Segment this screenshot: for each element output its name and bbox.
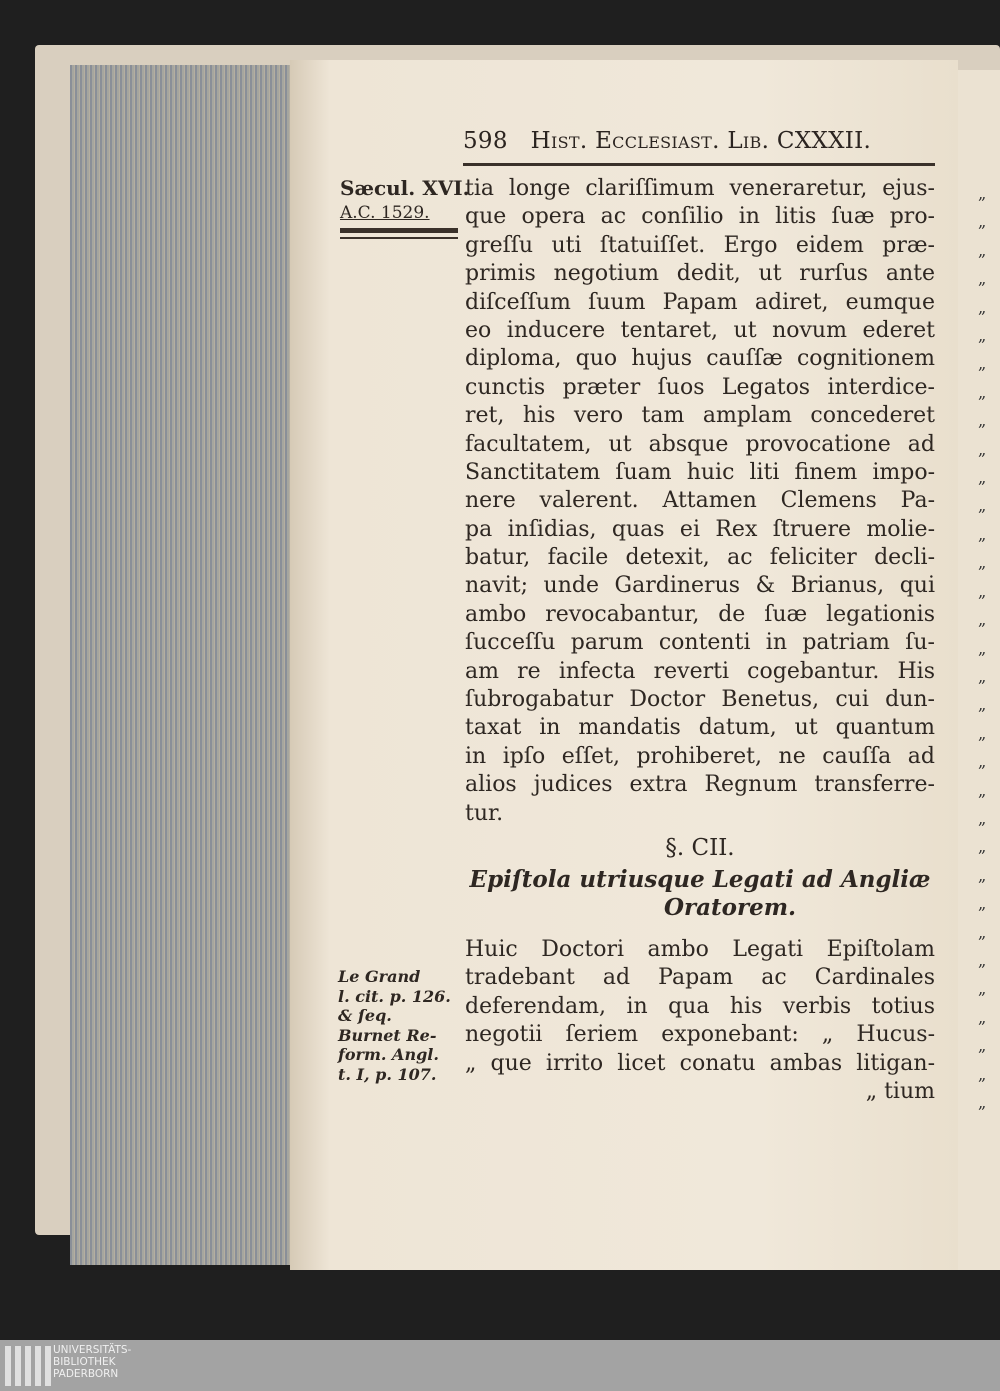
facing-page-quote-marks: „ „ „ „ „ „ „ „ „ „ „ „ „ „ „ „ „ „ „ „ „ „ „ „ „ „ „ „ „ „ „ „ „ <box>978 184 987 1112</box>
running-title: Hist. Ecclesiast. Lib. CXXXII. <box>530 128 872 154</box>
text-line: ſucceſſu parum contenti in patriam ſu- <box>465 630 935 656</box>
library-logo-icon <box>5 1346 51 1386</box>
text-line: diploma, quo hujus cauſſæ cognitionem <box>465 346 935 372</box>
running-header <box>463 128 935 154</box>
library-logo-text <box>53 1344 131 1380</box>
logo-line: PADERBORN <box>53 1368 119 1380</box>
page-edges <box>70 65 290 1265</box>
sidenote <box>338 967 463 1084</box>
margin-rule <box>340 228 458 233</box>
section-number: §. CII. <box>665 834 735 861</box>
logo-line: UNIVERSITÄTS- <box>53 1344 132 1356</box>
sidenote-line: Le Grand <box>338 967 421 986</box>
sidenote-line: t. I, p. 107. <box>338 1064 437 1084</box>
margin-saeculum: Sæcul. XVI. <box>340 176 470 200</box>
text-line: cunctis præter ſuos Legatos interdice- <box>465 374 935 400</box>
text-line: taxat in mandatis datum, ut quantum <box>465 715 935 741</box>
text-line: facultatem, ut absque provocatione ad <box>465 431 935 457</box>
header-rule <box>463 163 935 166</box>
text-line: pa inſidias, quas ei Rex ſtruere molie- <box>465 516 935 542</box>
margin-year: A.C. 1529. <box>340 203 430 223</box>
margin-rule <box>340 237 458 239</box>
text-line: ambo revocabantur, de ſuæ legationis <box>465 601 935 627</box>
logo-line: BIBLIOTHEK <box>53 1356 116 1368</box>
text-line: diſceſſum ſuum Papam adiret, eumque <box>465 289 935 315</box>
text-line: Sanctitatem ſuam huic liti finem impo- <box>465 459 935 485</box>
text-line: ſubrogabatur Doctor Benetus, cui dun- <box>465 687 935 713</box>
text-line: am re infecta reverti cogebantur. His <box>465 658 935 684</box>
text-line: „ que irrito licet conatu ambas litigan- <box>465 1050 935 1076</box>
text-line: in ipſo eſſet, prohiberet, ne cauſſa ad <box>465 743 935 769</box>
text-line: batur, facile detexit, ac feliciter decli- <box>465 545 935 571</box>
page-number: 598 <box>463 128 508 154</box>
sidenote-line: & ſeq. <box>338 1006 392 1025</box>
body-text <box>465 175 935 1106</box>
footer-bar <box>0 1340 1000 1391</box>
text-line: greſſu uti ſtatuiſſet. Ergo eidem præ- <box>465 232 935 258</box>
text-line: eo inducere tentaret, ut novum ederet <box>465 317 935 343</box>
text-line: nere valerent. Attamen Clemens Pa- <box>465 488 935 514</box>
text-line: tradebant ad Papam ac Cardinales <box>465 965 935 991</box>
section-title-2: Oratorem. <box>663 893 797 921</box>
section-title-1: Epiſtola utriusque Legati ad Angliæ <box>469 865 931 893</box>
text-line: que opera ac conſilio in litis ſuæ pro- <box>465 204 935 230</box>
text-line: primis negotium dedit, ut rurſus ante <box>465 261 935 287</box>
text-line: Huic Doctori ambo Legati Epiſtolam <box>465 936 935 962</box>
text-line: negotii ſeriem exponebant: „ Hucus- <box>465 1022 935 1048</box>
sidenote-line: form. Angl. <box>338 1045 439 1064</box>
sidenote-line: Burnet Re- <box>338 1025 437 1045</box>
text-line: „ tium <box>865 1078 935 1104</box>
text-line: deferendam, in qua his verbis totius <box>465 993 935 1019</box>
text-line: navit; unde Gardinerus & Brianus, qui <box>465 573 935 599</box>
text-line: tur. <box>465 800 504 826</box>
sidenote-line: l. cit. p. 126. <box>338 986 451 1006</box>
text-line: tia longe clariſſimum veneraretur, ejus- <box>465 176 935 201</box>
text-line: ret, his vero tam amplam concederet <box>465 403 935 429</box>
text-line: alios judices extra Regnum transferre- <box>465 772 935 798</box>
